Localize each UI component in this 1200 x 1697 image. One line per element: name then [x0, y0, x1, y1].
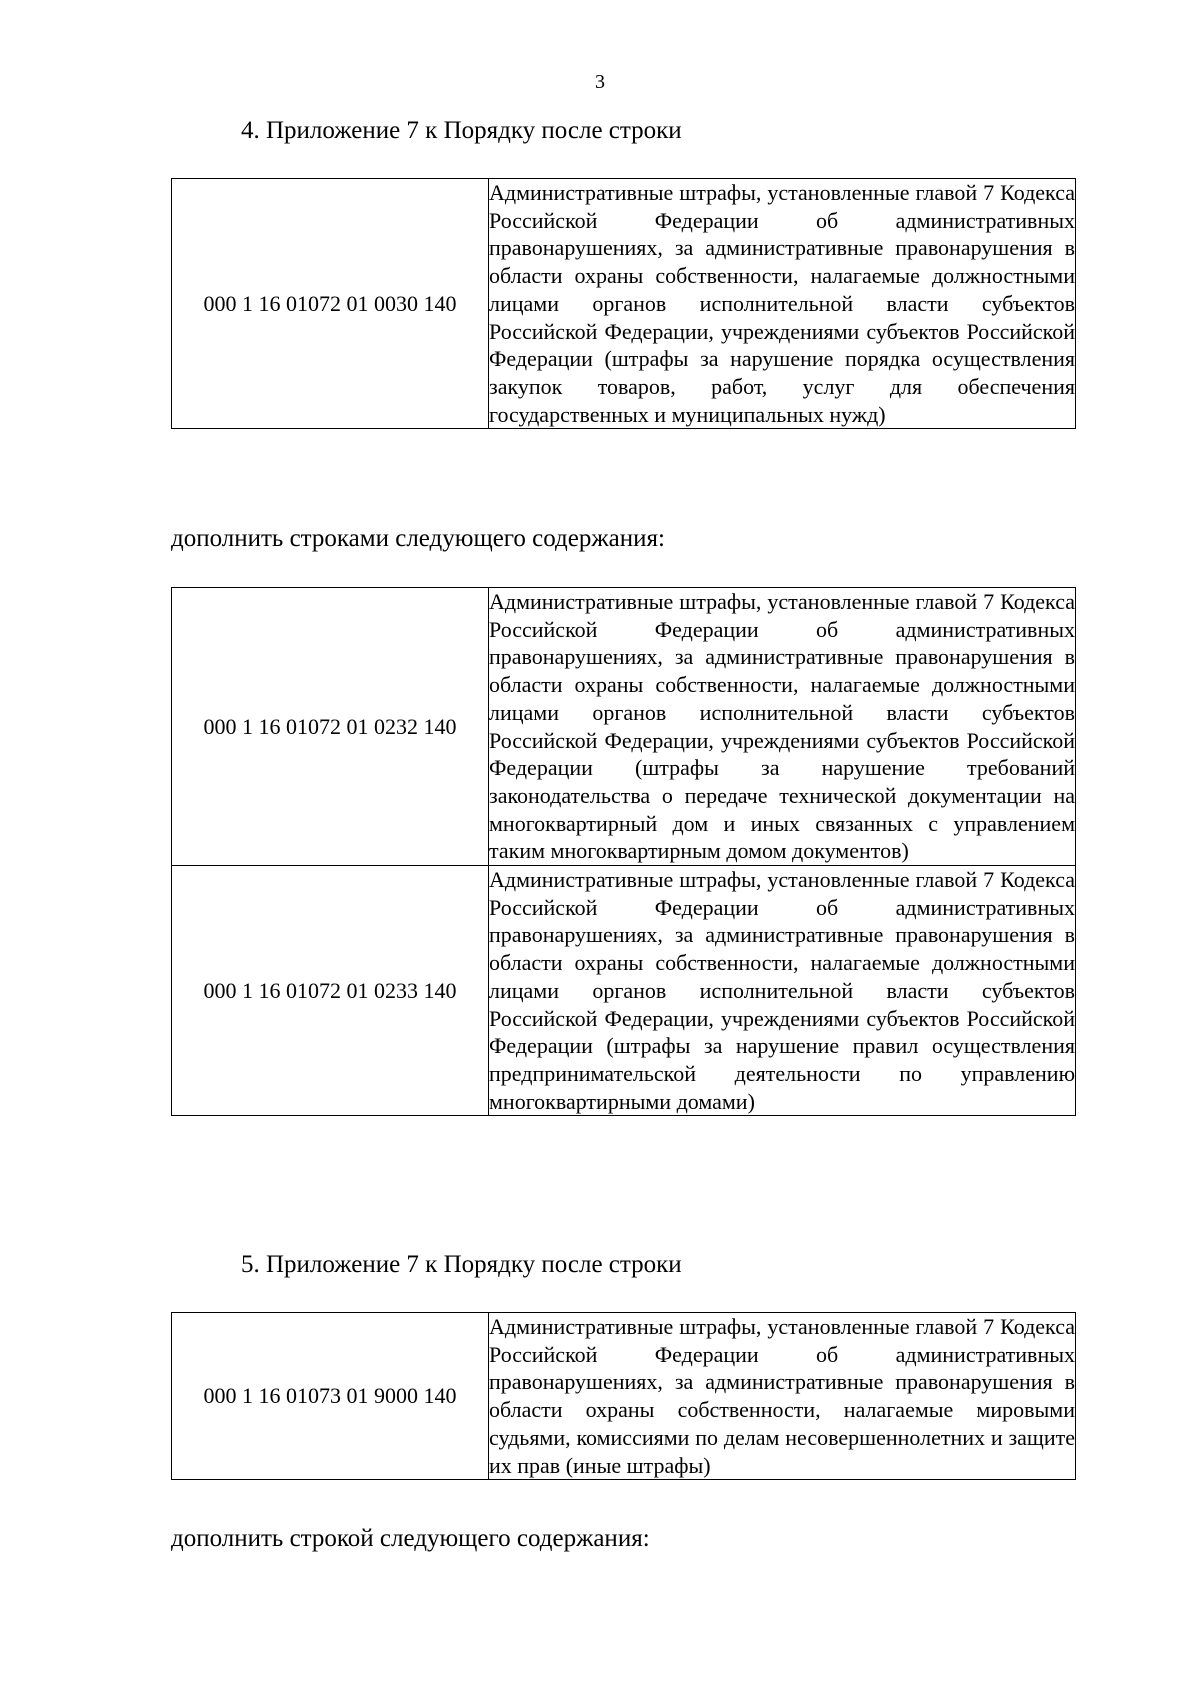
kbk-description: Административные штрафы, установленные главой 7 Кодекса Российской Федерации об административных правонарушениях, за административные правонарушения в области охраны собственности, налагаемые должностными лицами органов исполнительной власти субъектов Российской Федерации, учреждениями субъектов Российской Федерации (штрафы за нарушение порядка осуществления закупок товаров, работ, услуг для обеспечения государственных и муниципальных нужд) — [489, 179, 1076, 429]
kbk-code: 000 1 16 01073 01 9000 140 — [172, 1313, 489, 1480]
section-5-existing-row-table — [171, 1312, 1076, 1480]
kbk-description: Административные штрафы, установленные главой 7 Кодекса Российской Федерации об административных правонарушениях, за административные правонарушения в области охраны собственности, налагаемые должностными лицами органов исполнительной власти субъектов Российской Федерации, учреждениями субъектов Российской Федерации (штрафы за нарушение требований законодательства о передаче технической документации на многоквартирный дом и иных связанных с управлением таким многоквартирным домом документов) — [489, 588, 1076, 866]
page-number: 3 — [595, 71, 605, 93]
table-row — [172, 866, 1076, 1116]
table-row — [172, 1313, 1076, 1480]
kbk-code: 000 1 16 01072 01 0030 140 — [172, 179, 489, 429]
kbk-description: Административные штрафы, установленные главой 7 Кодекса Российской Федерации об административных правонарушениях, за административные правонарушения в области охраны собственности, налагаемые должностными лицами органов исполнительной власти субъектов Российской Федерации, учреждениями субъектов Российской Федерации (штрафы за нарушение правил осуществления предпринимательской деятельности по управлению многоквартирными домами) — [489, 866, 1076, 1116]
section-4-heading: 4. Приложение 7 к Порядку после строки — [241, 117, 682, 144]
kbk-description: Административные штрафы, установленные главой 7 Кодекса Российской Федерации об административных правонарушениях, за административные правонарушения в области охраны собственности, налагаемые мировыми судьями, комиссиями по делам несовершеннолетних и защите их прав (иные штрафы) — [489, 1313, 1076, 1480]
section-5-heading: 5. Приложение 7 к Порядку после строки — [241, 1251, 682, 1278]
kbk-code: 000 1 16 01072 01 0233 140 — [172, 866, 489, 1116]
section-4-new-rows-table — [171, 587, 1076, 1116]
table-row — [172, 588, 1076, 866]
kbk-code: 000 1 16 01072 01 0232 140 — [172, 588, 489, 866]
section-5-supplement-text: дополнить строкой следующего содержания: — [171, 1525, 650, 1552]
section-4-supplement-text: дополнить строками следующего содержания: — [171, 525, 665, 552]
section-4-existing-row-table — [171, 178, 1076, 429]
table-row — [172, 179, 1076, 429]
